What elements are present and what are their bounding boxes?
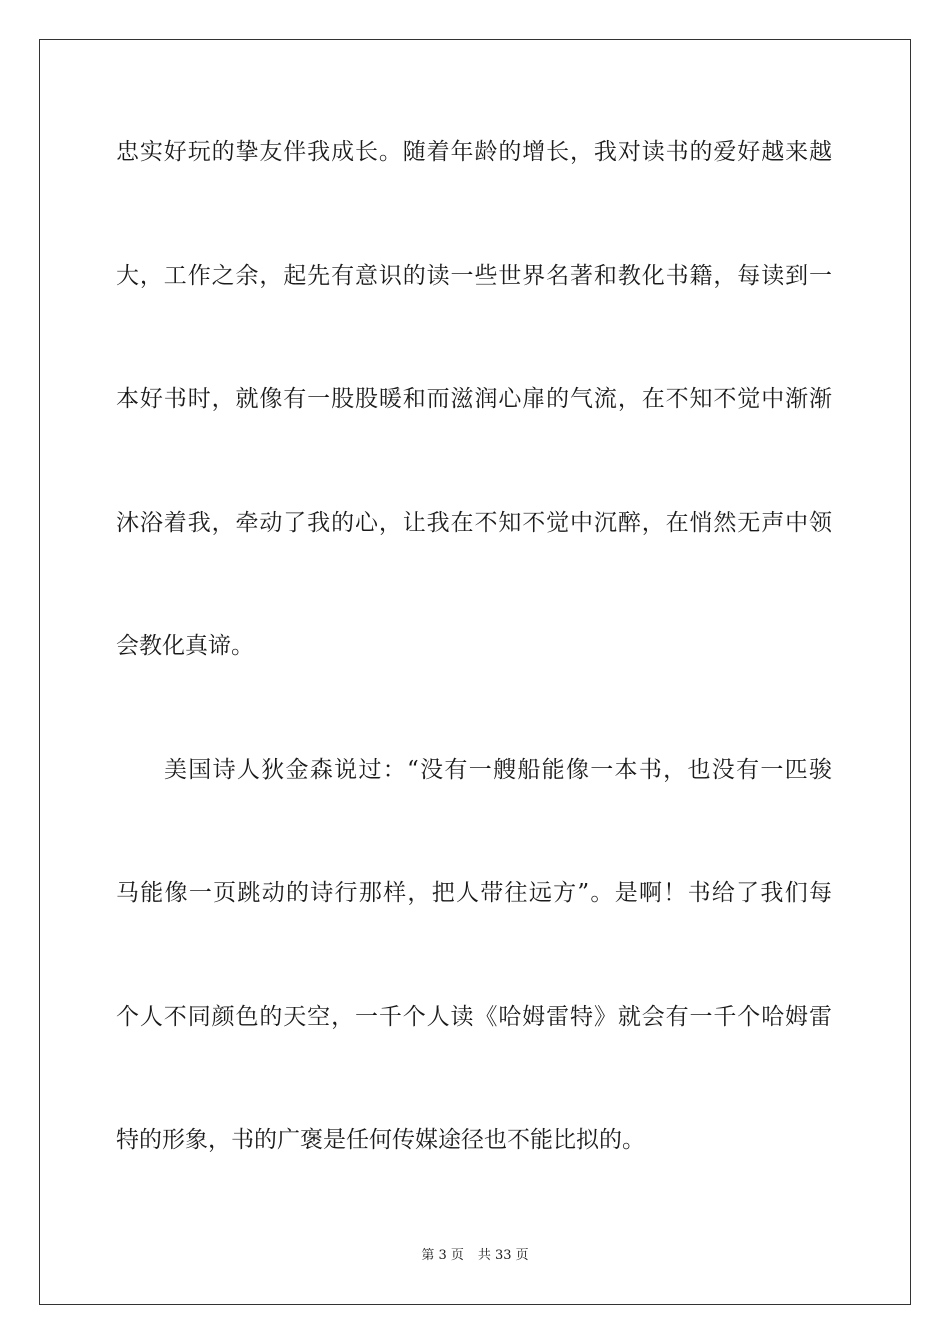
paragraph-1-line-3: 本好书时，就像有一股股暖和而滋润心扉的气流，在不知不觉中渐渐 (116, 386, 832, 412)
paragraph-2-line-4: 特的形象，书的广褒是任何传媒途径也不能比拟的。 (116, 1127, 645, 1153)
page-border (39, 39, 911, 1305)
page-total: 共 33 页 (477, 1248, 529, 1263)
paragraph-2-line-1: 美国诗人狄金森说过：“没有一艘船能像一本书，也没有一匹骏 (164, 757, 832, 783)
paragraph-1-line-2: 大，工作之余，起先有意识的读一些世界名著和教化书籍，每读到一 (116, 263, 832, 289)
paragraph-1-line-4: 沐浴着我，牵动了我的心，让我在不知不觉中沉醉，在悄然无声中领 (116, 510, 832, 536)
paragraph-2-line-2: 马能像一页跳动的诗行那样，把人带往远方”。是啊！书给了我们每 (116, 880, 832, 906)
paragraph-1-line-1: 忠实好玩的挚友伴我成长。随着年龄的增长，我对读书的爱好越来越 (116, 139, 832, 165)
paragraph-2-line-3: 个人不同颜色的天空，一千个人读《哈姆雷特》就会有一千个哈姆雷 (116, 1004, 832, 1030)
page-footer (0, 1246, 950, 1266)
page-number: 第 3 页 (421, 1248, 464, 1263)
paragraph-1-line-5: 会教化真谛。 (116, 633, 254, 659)
